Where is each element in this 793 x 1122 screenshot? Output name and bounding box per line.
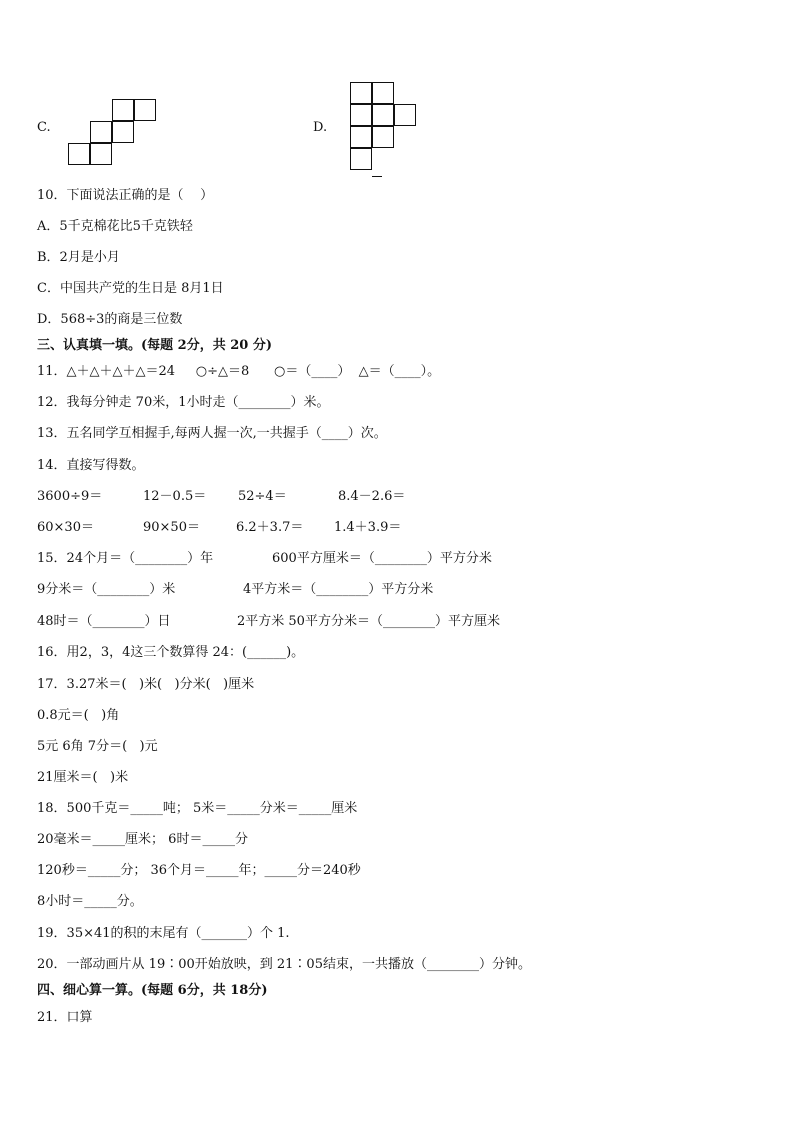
- q12: 12．我每分钟走 70米，1小时走（________）米。: [37, 395, 330, 410]
- q15-r3-left: 48时＝（________）日: [37, 614, 171, 629]
- q20: 20．一部动画片从 19∶00开始放映，到 21∶05结束，一共播放（________）分钟。: [37, 957, 531, 972]
- q17-line-4: 21厘米＝( )米: [37, 770, 129, 785]
- section-3-title: 三、认真填一填。(每题 2分，共 20 分): [37, 338, 273, 353]
- option-d-figure: [350, 82, 420, 180]
- q15-r2-left: 9分米＝（________）米: [37, 582, 176, 597]
- q15-r3-right: 2平方米 50平方分米＝（________）平方厘米: [237, 614, 500, 629]
- option-d-label: D.: [313, 120, 328, 135]
- q15-r1-right: 600平方厘米＝（________）平方分米: [272, 551, 492, 566]
- q16: 16．用2，3，4这三个数算得 24：(______)。: [37, 645, 305, 660]
- q14-r2-c4: 1.4＋3.9＝: [334, 520, 402, 535]
- q18-line-2: 20毫米＝_____厘米； 6时＝_____分: [37, 832, 248, 847]
- q14-r1-c2: 12－0.5＝: [143, 489, 207, 504]
- option-c-figure: [68, 99, 160, 167]
- q14-r1-c3: 52÷4＝: [238, 489, 287, 504]
- option-c-label: C.: [37, 120, 51, 135]
- q18-line-1: 18．500千克＝_____吨； 5米＝_____分米＝_____厘米: [37, 801, 358, 816]
- q19: 19．35×41的积的末尾有（_______）个 1.: [37, 926, 290, 941]
- q10-option-d: D．568÷3的商是三位数: [37, 312, 183, 327]
- q15-r1-left: 15．24个月＝（________）年: [37, 551, 214, 566]
- q17-line-3: 5元 6角 7分＝( )元: [37, 739, 158, 754]
- q11: 11．△＋△＋△＋△＝24 ○÷△＝8 ○＝（____） △＝（____）。: [37, 364, 441, 379]
- q18-line-4: 8小时＝_____分。: [37, 894, 143, 909]
- q15-r2-right: 4平方米＝（________）平方分米: [243, 582, 434, 597]
- q14-r2-c2: 90×50＝: [143, 520, 200, 535]
- q10-option-c: C．中国共产党的生日是 8月1日: [37, 281, 224, 296]
- q18-line-3: 120秒＝_____分； 36个月＝_____年；_____分＝240秒: [37, 863, 361, 878]
- q10-option-a: A．5千克棉花比5千克铁轻: [37, 219, 193, 234]
- q14-stem: 14．直接写得数。: [37, 458, 145, 473]
- section-4-title: 四、细心算一算。(每题 6分，共 18分): [37, 983, 268, 998]
- q14-r2-c3: 6.2＋3.7＝: [236, 520, 304, 535]
- q14-r1-c4: 8.4－2.6＝: [338, 489, 406, 504]
- q21: 21．口算: [37, 1010, 93, 1025]
- q17-line-1: 17．3.27米＝( )米( )分米( )厘米: [37, 677, 255, 692]
- q17-line-2: 0.8元＝( )角: [37, 708, 120, 723]
- q10-option-b: B．2月是小月: [37, 250, 120, 265]
- q14-r2-c1: 60×30＝: [37, 520, 94, 535]
- q13: 13．五名同学互相握手,每两人握一次,一共握手（____）次。: [37, 426, 387, 441]
- q10-stem: 10．下面说法正确的是（ ）: [37, 188, 214, 203]
- q14-r1-c1: 3600÷9＝: [37, 489, 103, 504]
